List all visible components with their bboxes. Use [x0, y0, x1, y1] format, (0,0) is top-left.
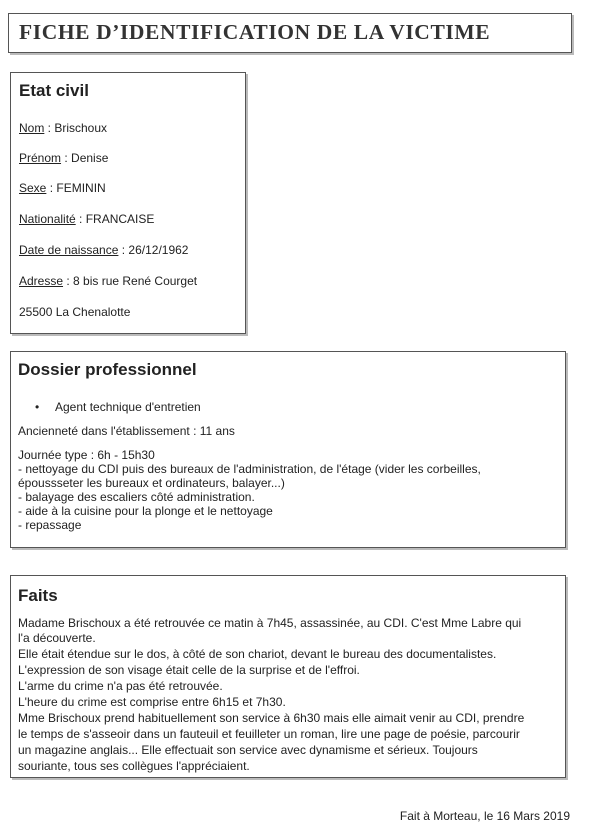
naissance-label: Date de naissance: [19, 243, 119, 257]
task-line: époussseter les bureaux et ordinateurs, balayer...): [18, 476, 285, 490]
task-line: - nettoyage du CDI puis des bureaux de l'administration, de l'étage (vider les corbeilles,: [18, 462, 481, 476]
naissance-value: : 26/12/1962: [118, 243, 189, 257]
faits-line: L'expression de son visage était celle de la surprise et de l'effroi.: [18, 663, 360, 677]
dossier-box: [10, 351, 566, 548]
faits-line: L'heure du crime est comprise entre 6h15 et 7h30.: [18, 695, 286, 709]
faits-line: Mme Brischoux prend habituellement son service à 6h30 mais elle aimait venir au CDI, prendre: [18, 711, 525, 725]
anciennete-text: Ancienneté dans l'établissement : 11 ans: [18, 424, 235, 438]
faits-line: Madame Brischoux a été retrouvée ce matin à 7h45, assassinée, au CDI. C'est Mme Labre qui: [18, 616, 522, 630]
ville-row: 25500 La Chenalotte: [19, 305, 131, 319]
task-line: - aide à la cuisine pour la plonge et le nettoyage: [18, 504, 273, 518]
sexe-row: [19, 181, 106, 195]
faits-box: [10, 575, 566, 778]
adresse-row: [19, 274, 197, 288]
nom-label: Nom: [19, 121, 45, 135]
faits-line: L'arme du crime n'a pas été retrouvée.: [18, 679, 223, 693]
sexe-label: Sexe: [19, 181, 47, 195]
nationalite-value: : FRANCAISE: [75, 212, 155, 226]
dossier-bullet-text: Agent technique d'entretien: [55, 400, 201, 414]
page-title: FICHE D’IDENTIFICATION DE LA VICTIME: [19, 20, 491, 44]
etat-civil-heading: Etat civil: [19, 81, 89, 100]
faits-line: Elle était étendue sur le dos, à côté de son chariot, devant le bureau des documentalistes.: [18, 647, 497, 661]
dossier-heading: Dossier professionnel: [18, 360, 197, 379]
adresse-label: Adresse: [19, 274, 64, 288]
prenom-label: Prénom: [19, 151, 62, 165]
bullet-dot: •: [35, 400, 40, 414]
faits-line: le temps de s'asseoir dans un fauteuil et feuilleter un roman, lire une page de poésie, parcourir: [18, 727, 520, 741]
task-line: - balayage des escaliers côté administration.: [18, 490, 255, 504]
nom-row: [19, 121, 107, 135]
sexe-value: : FEMININ: [46, 181, 106, 195]
task-line: - repassage: [18, 518, 82, 532]
prenom-row: [19, 151, 108, 165]
title-box: [8, 13, 572, 53]
journee-text: Journée type : 6h - 15h30: [18, 448, 155, 462]
etat-civil-box: [10, 72, 246, 334]
nom-value: : Brischoux: [44, 121, 108, 135]
nationalite-label: Nationalité: [19, 212, 76, 226]
faits-line: souriante, tous ses collègues l'appréciaient.: [18, 759, 250, 773]
signature: Fait à Morteau, le 16 Mars 2019: [399, 809, 570, 823]
faits-line: l'a découverte.: [18, 631, 96, 645]
faits-line: un magazine anglais... Elle effectuait son service avec dynamisme et sérieux. Toujours: [18, 743, 478, 757]
prenom-value: : Denise: [61, 151, 109, 165]
naissance-row: [19, 243, 188, 257]
nationalite-row: [19, 212, 154, 226]
faits-heading: Faits: [18, 586, 58, 605]
adresse-value: : 8 bis rue René Courget: [63, 274, 198, 288]
